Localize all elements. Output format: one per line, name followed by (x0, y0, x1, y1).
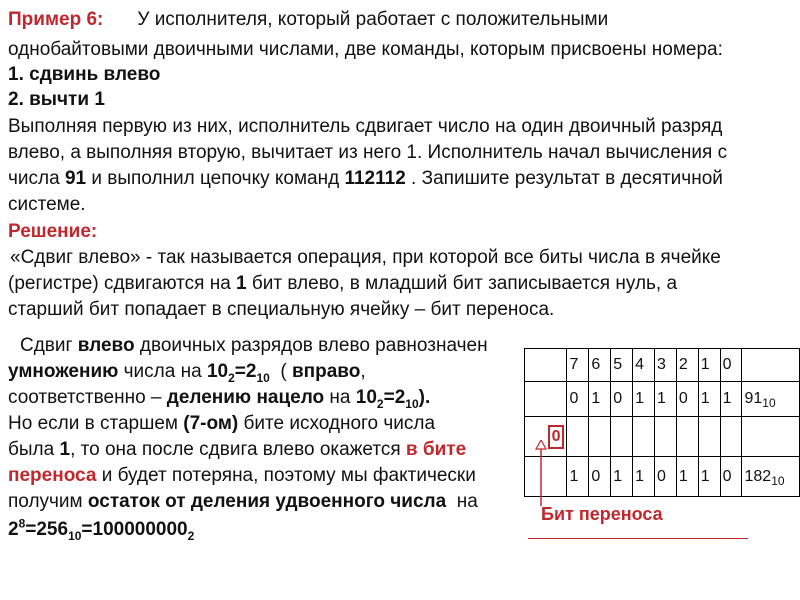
l8-c: =256 (25, 519, 69, 540)
carry-bit-box: 0 (548, 425, 565, 449)
bit-cell: 0 (567, 382, 589, 417)
l3-h: ). (418, 387, 431, 408)
left-line-2 (8, 360, 366, 383)
s2-c: бит влево, в младший бит записывается нуль, а (246, 273, 678, 294)
bit-cell: 0 (611, 382, 633, 417)
l7-b: остаток от деления удвоенного числа (87, 491, 447, 512)
table-row-shifted (525, 457, 800, 497)
example-label: Пример 6: (8, 9, 104, 30)
l2-d: 2 (228, 370, 235, 385)
example-line-1 (8, 8, 608, 31)
carry-arrow-icon (534, 440, 548, 508)
l5-a: была (8, 439, 60, 460)
l4-c: бите исходного числа (238, 413, 436, 434)
l3-d: 10 (355, 387, 377, 408)
l4-a: Но если в старшем (8, 413, 184, 434)
table-row-original (525, 382, 800, 417)
table-cell-empty (589, 417, 611, 457)
l2-f: 10 (256, 370, 270, 385)
bit-cell: 1 (654, 382, 676, 417)
l2-h: вправо (291, 361, 361, 382)
bit-cell: 0 (720, 457, 742, 497)
header-bit-5: 5 (611, 349, 633, 382)
l3-e: 2 (376, 396, 384, 411)
example-para-3 (8, 167, 723, 190)
l5-c: , то она после сдвига влево окажется (70, 439, 406, 460)
table-cell-empty (676, 417, 698, 457)
solution-line-3: старший бит попадает в специальную ячейку – бит переноса. (8, 299, 555, 320)
bit-cell: 1 (720, 382, 742, 417)
example-para-1: Выполняя первую из них, исполнитель сдвигает число на один двоичный разряд (8, 116, 723, 137)
bit-shift-table (524, 348, 800, 497)
header-bit-7: 7 (567, 349, 589, 382)
bit-cell: 1 (676, 457, 698, 497)
l1-c: двоичных разрядов влево равнозначен (134, 335, 488, 356)
example-para-2: влево, а выполняя вторую, вычитает из него 1. Исполнитель начал вычисления с (8, 142, 728, 163)
s2-a: (регистре) сдвигаются на (8, 273, 237, 294)
l2-g: ( (269, 361, 292, 382)
left-line-3 (8, 386, 430, 409)
table-row-carry (525, 417, 800, 457)
table-cell-empty (567, 417, 589, 457)
bit-cell: 1 (633, 382, 655, 417)
table-cell-empty (698, 417, 720, 457)
l5-b: 1 (59, 439, 71, 460)
s2-b: 1 (236, 273, 247, 294)
l7-c: на (446, 491, 478, 512)
left-line-6 (8, 464, 476, 487)
l3-c: на (324, 387, 356, 408)
l8-e: =100000000 (81, 519, 188, 540)
command-chain: 112112 (344, 168, 406, 189)
carry-label-underline (528, 538, 748, 539)
left-line-4 (8, 412, 435, 435)
left-line-1 (20, 334, 488, 357)
row1-value: 91 (744, 390, 763, 407)
l5-d: в бите (405, 439, 467, 460)
l6-a: переноса (8, 465, 97, 486)
bit-cell: 1 (611, 457, 633, 497)
table-cell-empty (720, 417, 742, 457)
p3-text-b: и выполнил цепочку команд (86, 168, 345, 189)
row1-base: 10 (762, 396, 776, 411)
l2-a: умножению (8, 361, 119, 382)
example-text-1: У исполнителя, который работает с положительными (137, 9, 609, 30)
l1-b: влево (77, 335, 135, 356)
l3-a: соответственно – (8, 387, 167, 408)
solution-line-2 (8, 272, 677, 295)
table-cell-empty (742, 349, 800, 382)
l6-b: и будет потеряна, поэтому мы фактически (96, 465, 476, 486)
start-number: 91 (64, 168, 87, 189)
p3-text-a: числа (8, 168, 65, 189)
l2-b: числа на (118, 361, 207, 382)
table-cell-empty (742, 417, 800, 457)
bit-cell: 1 (698, 457, 720, 497)
table-cell-empty (633, 417, 655, 457)
bit-cell: 0 (654, 457, 676, 497)
l3-b: делению нацело (166, 387, 325, 408)
solution-line-1: «Сдвиг влево» - так называется операция, при которой все биты числа в ячейке (10, 247, 721, 268)
command-1: 1. сдвинь влево (8, 64, 161, 85)
header-bit-2: 2 (676, 349, 698, 382)
bit-cell: 1 (589, 382, 611, 417)
l8-d: 10 (68, 528, 82, 543)
table-cell-empty (654, 417, 676, 457)
l4-b: (7-ом) (183, 413, 239, 434)
l2-e: =2 (234, 361, 257, 382)
p3-text-c: . Запишите результат в десятичной (405, 168, 723, 189)
bit-cell: 1 (567, 457, 589, 497)
row3-base: 10 (771, 473, 785, 488)
l2-c: 10 (206, 361, 229, 382)
l3-g: 10 (405, 396, 419, 411)
left-line-5 (8, 438, 466, 461)
l8-b: 8 (18, 516, 26, 531)
header-bit-3: 3 (654, 349, 676, 382)
l2-i: , (360, 361, 366, 382)
row3-value: 182 (744, 467, 772, 485)
bit-cell: 0 (676, 382, 698, 417)
bit-cell: 1 (698, 382, 720, 417)
bit-cell: 1 (633, 457, 655, 497)
table-cell-empty (525, 382, 567, 417)
l3-f: =2 (383, 387, 406, 408)
left-line-7 (8, 490, 478, 513)
carry-bit-label: Бит переноса (541, 504, 663, 524)
header-bit-6: 6 (589, 349, 611, 382)
l8-a: 2 (8, 519, 19, 540)
decimal-value-91 (742, 382, 800, 417)
header-bit-4: 4 (633, 349, 655, 382)
left-line-8 (8, 518, 194, 541)
l8-f: 2 (187, 528, 195, 543)
table-cell-empty (611, 417, 633, 457)
command-2: 2. вычти 1 (8, 89, 105, 110)
table-cell-empty (525, 349, 567, 382)
decimal-value-182 (742, 457, 800, 497)
bit-cell: 0 (589, 457, 611, 497)
table-header-row (525, 349, 800, 382)
example-line-2: однобайтовыми двоичными числами, две команды, которым присвоены номера: (8, 39, 723, 60)
solution-label: Решение: (8, 221, 98, 242)
l1-a: Сдвиг (20, 335, 78, 356)
header-bit-1: 1 (698, 349, 720, 382)
example-para-4: системе. (8, 194, 86, 215)
l7-a: получим (8, 491, 88, 512)
header-bit-0: 0 (720, 349, 742, 382)
